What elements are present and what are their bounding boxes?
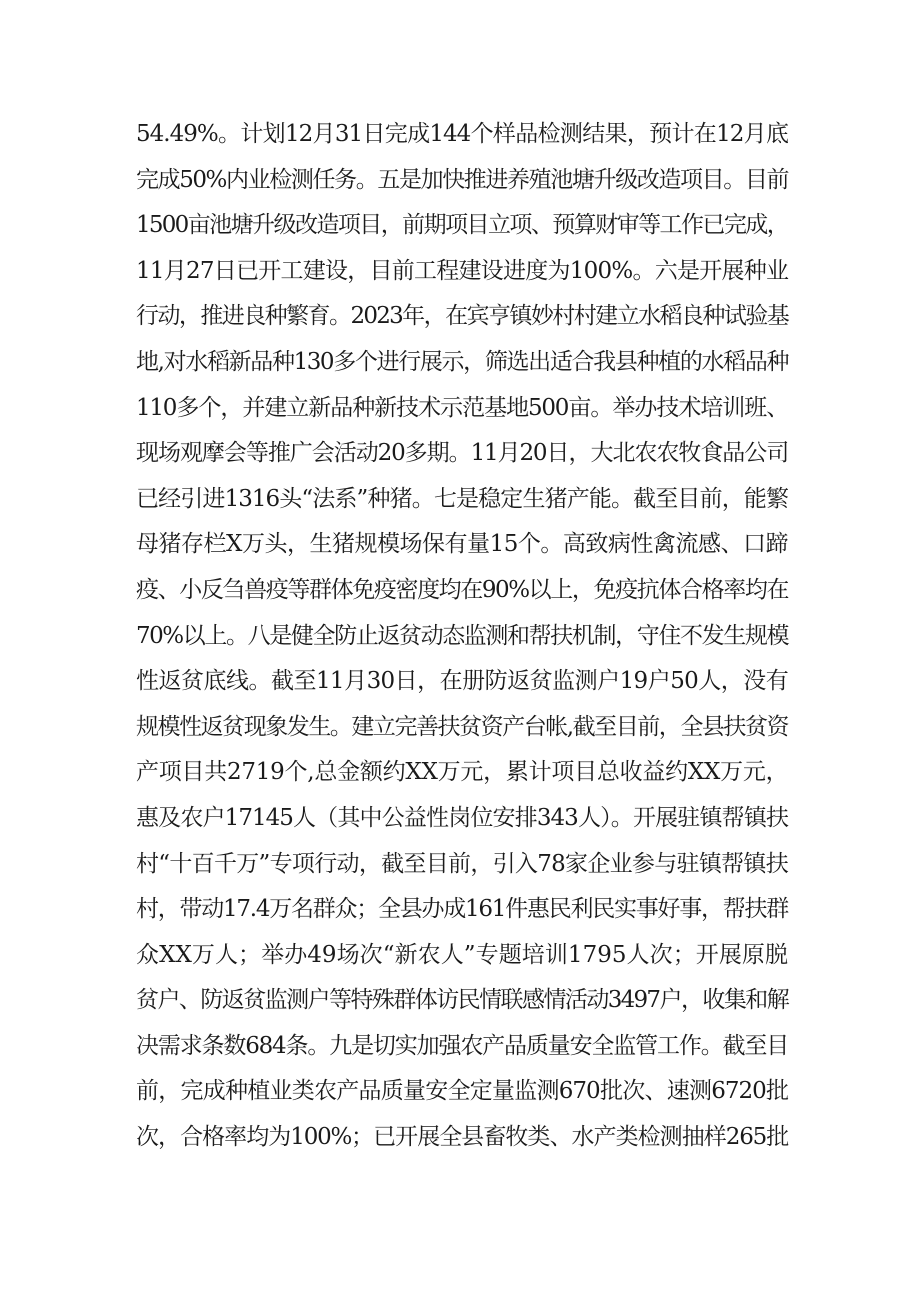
text-line-2: 完成50%内业检测任务。五是加快推进养殖池塘升级改造项目。目前 <box>136 166 788 193</box>
text-line-7: 110多个，并建立新品种新技术示范基地500亩。举办技术培训班、 <box>136 394 788 421</box>
text-line-6: 地,对水稻新品种130多个进行展示，筛选出适合我县种植的水稻品种 <box>136 348 788 375</box>
text-line-15: 产项目共2719个,总金额约XX万元，累计项目总收益约XX万元， <box>136 759 789 786</box>
text-line-20: 贫户、防返贫监测户等特殊群体访民情联感情活动3497户，收集和解 <box>136 987 788 1014</box>
text-line-11: 疫、小反刍兽疫等群体免疫密度均在90%以上，免疫抗体合格率均在 <box>136 576 788 603</box>
text-line-13: 性返贫底线。截至11月30日，在册防返贫监测户19户50人，没有 <box>136 668 788 695</box>
text-line-8: 现场观摩会等推广会活动20多期。11月20日，大北农农牧食品公司 <box>136 440 788 467</box>
text-line-5: 行动，推进良种繁育。2023年，在宾亨镇妙村村建立水稻良种试验基 <box>136 303 788 330</box>
body-text <box>136 112 788 1161</box>
text-line-22: 前，完成种植业类农产品质量安全定量监测670批次、速测6720批 <box>136 1078 788 1105</box>
text-line-14: 规模性返贫现象发生。建立完善扶贫资产台帐,截至目前，全县扶贫资 <box>136 713 788 740</box>
text-line-19: 众XX万人；举办49场次“新农人”专题培训1795人次；开展原脱 <box>136 941 788 968</box>
text-line-17: 村“十百千万”专项行动，截至目前，引入78家企业参与驻镇帮镇扶 <box>136 850 788 877</box>
text-line-4: 11月27日已开工建设，目前工程建设进度为100%。六是开展种业 <box>136 257 789 284</box>
text-line-3: 1500亩池塘升级改造项目，前期项目立项、预算财审等工作已完成， <box>136 212 788 239</box>
text-line-18: 村，带动17.4万名群众；全县办成161件惠民利民实事好事，帮扶群 <box>136 896 788 923</box>
text-line-1: 54.49%。计划12月31日完成144个样品检测结果，预计在12月底 <box>136 121 788 147</box>
text-line-10: 母猪存栏X万头，生猪规模场保有量15个。高致病性禽流感、口蹄 <box>136 531 788 558</box>
text-line-12: 70%以上。八是健全防止返贫动态监测和帮扶机制，守住不发生规模 <box>136 622 788 649</box>
text-line-16: 惠及农户17145人（其中公益性岗位安排343人）。开展驻镇帮镇扶 <box>136 804 788 831</box>
text-line-21: 决需求条数684条。九是切实加强农产品质量安全监管工作。截至目 <box>136 1032 788 1059</box>
text-line-23: 次，合格率均为100%；已开展全县畜牧类、水产类检测抽样265批 <box>136 1124 788 1151</box>
text-line-9: 已经引进1316头“法系”种猪。七是稳定生猪产能。截至目前，能繁 <box>136 485 788 512</box>
